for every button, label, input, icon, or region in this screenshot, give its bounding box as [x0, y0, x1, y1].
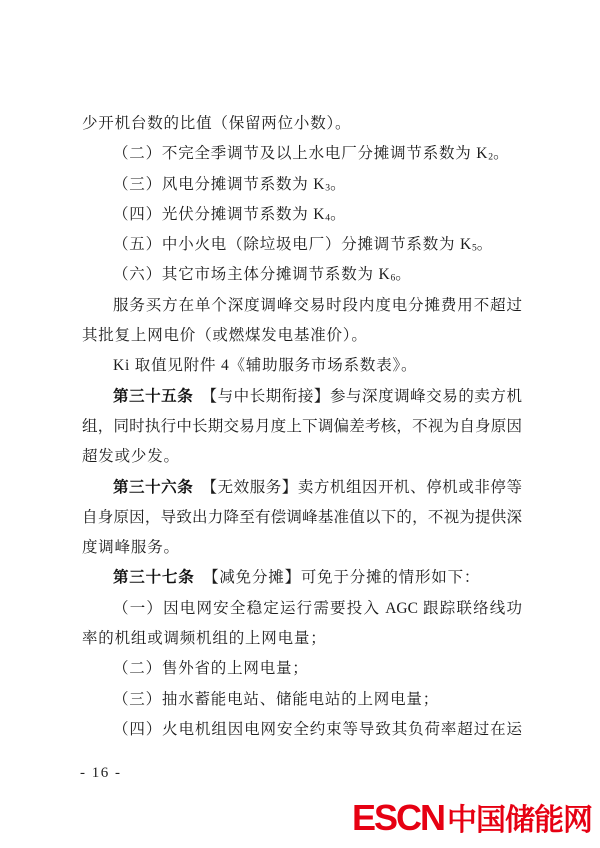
page-number: - 16 -	[80, 765, 122, 781]
coefficient-subscript: 4	[325, 212, 331, 224]
text-segment: 率的机组或调频机组的上网电量；	[82, 630, 327, 648]
text-segment: 度调峰服务。	[82, 539, 180, 557]
text-segment: （三）抽水蓄能电站、储能电站的上网电量；	[113, 690, 440, 708]
text-segment: （一）因电网安全稳定运行需要投入 AGC 跟踪联络线功	[113, 599, 522, 617]
text-line	[82, 685, 522, 715]
text-line	[82, 260, 522, 290]
text-line	[82, 503, 522, 533]
text-line	[82, 624, 522, 654]
text-segment: 自身原因，导致出力降至有偿调峰基准值以下的，不视为提供深	[82, 508, 522, 526]
text-segment: Ki 取值见附件 4《辅助服务市场系数表》。	[113, 357, 418, 375]
text-segment: （二）售外省的上网电量；	[113, 660, 309, 678]
text-line	[82, 382, 522, 412]
text-line	[82, 563, 522, 593]
text-line	[82, 442, 522, 472]
text-segment: 组，同时执行中长期交易月度上下调偏差考核，不视为自身原因	[82, 417, 522, 435]
document-body	[82, 109, 522, 745]
text-segment: 少开机台数的比值（保留两位小数）。	[82, 115, 352, 132]
text-segment: 。	[330, 175, 347, 193]
text-segment: 。	[493, 145, 510, 163]
escn-logo	[352, 795, 592, 839]
text-segment: （六）其它市场主体分摊调节系数为 K	[113, 266, 391, 284]
article-number: 第三十六条	[113, 478, 194, 496]
text-segment: 。	[330, 205, 347, 223]
text-segment: （二）不完全季调节及以上水电厂分摊调节系数为 K	[113, 145, 489, 163]
article-number: 第三十七条	[113, 569, 195, 587]
text-line	[82, 715, 522, 745]
text-line	[82, 170, 522, 200]
coefficient-subscript: 5	[471, 242, 477, 254]
text-segment: （四）光伏分摊调节系数为 K	[113, 205, 326, 223]
article-number: 第三十五条	[113, 387, 194, 405]
text-segment: 其批复上网电价（或燃煤发电基准价）。	[82, 327, 368, 345]
coefficient-subscript: 2	[488, 152, 494, 164]
escn-logo-chinese-text: 中国储能网	[447, 804, 592, 837]
escn-logo-text: ESCN	[351, 797, 444, 838]
text-segment: 。	[476, 236, 494, 254]
text-line	[82, 230, 522, 260]
text-line	[82, 139, 522, 169]
text-segment: 。	[395, 266, 412, 284]
coefficient-subscript: 6	[390, 273, 396, 285]
text-segment: 超发或少发。	[82, 448, 180, 466]
text-line	[82, 594, 522, 624]
text-line	[82, 412, 522, 442]
text-line	[82, 321, 522, 351]
text-line	[82, 473, 522, 503]
text-segment: 服务买方在单个深度调峰交易时段内度电分摊费用不超过	[113, 296, 522, 314]
text-line	[82, 109, 522, 139]
text-line	[82, 291, 522, 321]
text-line	[82, 533, 522, 563]
text-line	[82, 654, 522, 684]
text-segment: 【减免分摊】可免于分摊的情形如下：	[194, 569, 481, 587]
text-segment: （五）中小火电（除垃圾电厂）分摊调节系数为 K	[113, 236, 472, 254]
coefficient-subscript: 3	[325, 182, 331, 194]
text-segment: （四）火电机组因电网安全约束等导致其负荷率超过在运	[113, 720, 522, 738]
text-line	[82, 351, 522, 381]
text-segment: 【无效服务】卖方机组因开机、停机或非停等	[193, 478, 522, 496]
text-segment: 【与中长期衔接】参与深度调峰交易的卖方机	[193, 387, 522, 405]
text-line	[82, 200, 522, 230]
text-segment: （三）风电分摊调节系数为 K	[113, 175, 326, 193]
